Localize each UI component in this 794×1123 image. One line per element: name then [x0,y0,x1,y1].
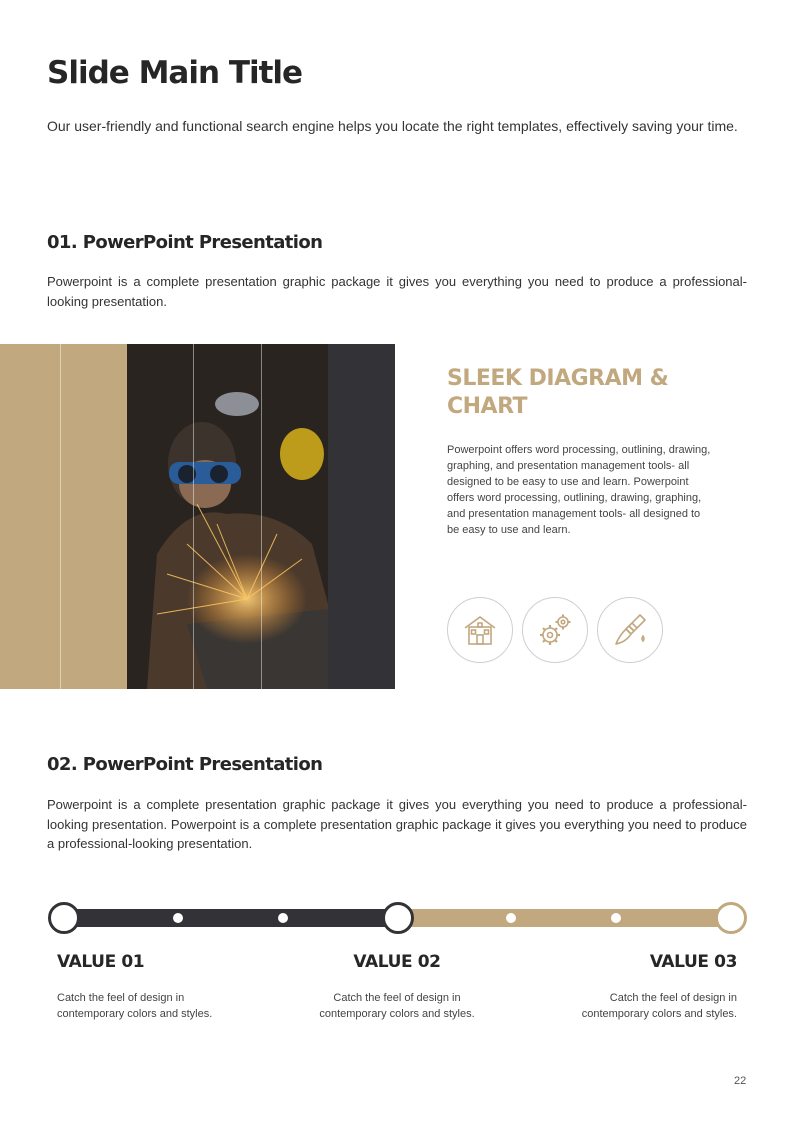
paint-brush-icon [610,610,650,650]
divider-line [60,344,61,689]
welder-photo-illustration [127,344,328,689]
timeline-dot [506,913,516,923]
section-1-title: 01. PowerPoint Presentation [47,232,323,253]
timeline-node-2 [382,902,414,934]
value-1-text: Catch the feel of design in contemporary colors and styles. [57,992,213,1020]
timeline-dot [611,913,621,923]
timeline-track-dark [64,909,398,927]
house-icon [461,611,499,649]
timeline-dot [173,913,183,923]
value-2-title: VALUE 02 [353,952,441,972]
feature-title: SLEEK DIAGRAM & CHART [447,366,669,419]
value-3-title: VALUE 03 [649,952,737,972]
page-subtitle: Our user-friendly and functional search engine helps you locate the right templates, effectively saving your time. [47,118,738,134]
value-3-text: Catch the feel of design in contemporary colors and styles. [581,992,737,1020]
house-icon-circle [447,597,513,663]
divider-line [193,344,194,689]
section-1-body: Powerpoint is a complete presentation graphic package it gives you everything you need to produce a professional-looking presentation. [47,274,747,309]
page-number: 22 [734,1075,747,1087]
dark-color-panel [328,344,395,689]
paint-brush-icon-circle [597,597,663,663]
timeline-node-3 [715,902,747,934]
timeline-track-gold [398,909,731,927]
section-2-title: 02. PowerPoint Presentation [47,754,323,775]
gears-icon-circle [522,597,588,663]
page-title: Slide Main Title [47,55,303,91]
section-2-body: Powerpoint is a complete presentation graphic package it gives you everything you need to produce a professional-looking presentation. Powerpoint is a complete presentation graphic package it gives you everything you need to produce a professional-looking presentation. [47,797,747,851]
welder-photo [127,344,328,689]
timeline-dot [278,913,288,923]
gears-icon [535,610,575,650]
value-1-title: VALUE 01 [57,952,145,972]
gold-color-panel [0,344,127,689]
value-2-text: Catch the feel of design in contemporary colors and styles. [319,992,475,1020]
timeline-node-1 [48,902,80,934]
feature-body: Powerpoint offers word processing, outlining, drawing, graphing, and presentation management tools- all designed to be easy to use and learn. Powerpoint offers word processing, outlining, drawing, graphing, and presentation management tools- all designed to be easy to use and learn. [447,444,711,536]
divider-line [261,344,262,689]
